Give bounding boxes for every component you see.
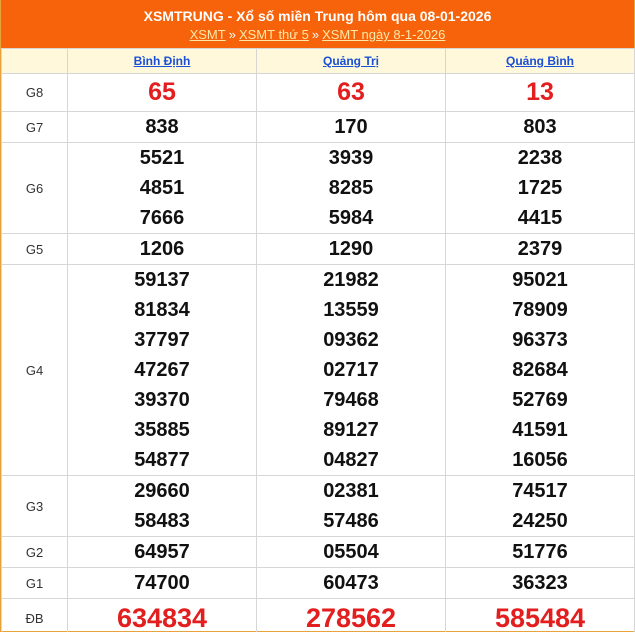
- prize-cell: [257, 143, 446, 234]
- prize-number: 36323: [512, 572, 568, 594]
- breadcrumb-xsmt-date-link[interactable]: XSMT ngày 8-1-2026: [322, 27, 446, 42]
- prize-number: 16056: [512, 449, 568, 471]
- prize-cell: [446, 537, 635, 568]
- prize-number: 29660: [134, 480, 190, 502]
- province-cell: [257, 49, 446, 74]
- prize-number: 39370: [134, 389, 190, 411]
- prize-row-db: [2, 599, 635, 632]
- prize-cell: [68, 265, 257, 476]
- prize-cell: [257, 112, 446, 143]
- prize-number: 1206: [139, 238, 185, 260]
- province-link-quang-tri[interactable]: Quảng Trị: [322, 54, 379, 68]
- prize-number: 78909: [512, 299, 568, 321]
- prize-cell: [257, 568, 446, 599]
- prize-label: G4: [2, 265, 68, 476]
- prize-number: 74517: [512, 480, 568, 502]
- prize-row-g6: [2, 143, 635, 234]
- prize-number: 51776: [512, 541, 568, 563]
- prize-number: 65: [148, 78, 176, 106]
- prize-number: 803: [523, 116, 557, 138]
- prize-number: 41591: [512, 419, 568, 441]
- prize-label: G7: [2, 112, 68, 143]
- prize-cell: [446, 476, 635, 537]
- prize-cell: [257, 265, 446, 476]
- prize-label: G3: [2, 476, 68, 537]
- prize-number: 89127: [323, 419, 379, 441]
- prize-row-g1: [2, 568, 635, 599]
- prize-label: G6: [2, 143, 68, 234]
- prize-number: 05504: [323, 541, 379, 563]
- prize-number: 09362: [323, 329, 379, 351]
- prize-number: 278562: [305, 603, 397, 632]
- prize-number: 24250: [512, 510, 568, 532]
- province-link-binh-dinh[interactable]: Bình Định: [133, 54, 191, 68]
- prize-cell: [257, 599, 446, 632]
- prize-number: 13559: [323, 299, 379, 321]
- prize-rows: [2, 74, 635, 632]
- prize-number: 58483: [134, 510, 190, 532]
- results-header: [1, 0, 634, 48]
- prize-number: 59137: [134, 269, 190, 291]
- prize-number: 64957: [134, 541, 190, 563]
- prize-number: 634834: [116, 603, 208, 632]
- prize-cell: [68, 143, 257, 234]
- prize-row-g3: [2, 476, 635, 537]
- prize-number: 170: [334, 116, 368, 138]
- prize-number: 35885: [134, 419, 190, 441]
- province-cell: [68, 49, 257, 74]
- prize-cell: [257, 234, 446, 265]
- prize-number: 60473: [323, 572, 379, 594]
- prize-cell: [257, 476, 446, 537]
- prize-number: 79468: [323, 389, 379, 411]
- prize-cell: [68, 568, 257, 599]
- prize-cell: [68, 537, 257, 568]
- province-header-row: [2, 49, 635, 74]
- prize-number: 82684: [512, 359, 568, 381]
- prize-number: 02381: [323, 480, 379, 502]
- prize-label: G2: [2, 537, 68, 568]
- prize-cell: [68, 112, 257, 143]
- prize-cell: [446, 234, 635, 265]
- prize-label: G8: [2, 74, 68, 112]
- prize-number: 4415: [517, 207, 563, 229]
- prize-number: 4851: [139, 177, 185, 199]
- prize-number: 81834: [134, 299, 190, 321]
- prize-number: 2238: [517, 147, 563, 169]
- prize-number: 47267: [134, 359, 190, 381]
- prize-number: 63: [337, 78, 365, 106]
- prize-number: 21982: [323, 269, 379, 291]
- prize-number: 1290: [328, 238, 374, 260]
- prize-number: 13: [526, 78, 554, 106]
- page-title: XSMTRUNG - Xổ số miền Trung hôm qua 08-01-2026: [143, 8, 492, 24]
- corner-cell: [2, 49, 68, 74]
- prize-number: 5984: [328, 207, 374, 229]
- prize-number: 04827: [323, 449, 379, 471]
- prize-cell: [446, 74, 635, 112]
- prize-number: 02717: [323, 359, 379, 381]
- prize-number: 57486: [323, 510, 379, 532]
- prize-cell: [68, 74, 257, 112]
- breadcrumb-xsmt-link[interactable]: XSMT: [189, 27, 226, 42]
- prize-number: 95021: [512, 269, 568, 291]
- prize-row-g5: [2, 234, 635, 265]
- prize-cell: [446, 265, 635, 476]
- breadcrumb-separator: »: [228, 27, 236, 42]
- prize-number: 54877: [134, 449, 190, 471]
- prize-number: 96373: [512, 329, 568, 351]
- prize-cell: [68, 476, 257, 537]
- prize-row-g4: [2, 265, 635, 476]
- prize-cell: [257, 537, 446, 568]
- prize-number: 8285: [328, 177, 374, 199]
- breadcrumb: [1, 26, 634, 43]
- breadcrumb-separator: »: [311, 27, 320, 42]
- prize-cell: [68, 234, 257, 265]
- prize-cell: [446, 143, 635, 234]
- prize-number: 7666: [139, 207, 185, 229]
- prize-cell: [446, 568, 635, 599]
- prize-number: 1725: [517, 177, 563, 199]
- breadcrumb-xsmt-thu5-link[interactable]: XSMT thứ 5: [238, 27, 309, 42]
- prize-cell: [68, 599, 257, 632]
- prize-number: 838: [145, 116, 179, 138]
- province-cell: [446, 49, 635, 74]
- prize-number: 37797: [134, 329, 190, 351]
- province-link-quang-binh[interactable]: Quảng Bình: [506, 54, 574, 68]
- prize-number: 5521: [139, 147, 185, 169]
- results-table: [1, 48, 635, 632]
- prize-number: 585484: [494, 603, 586, 632]
- prize-row-g8: [2, 74, 635, 112]
- prize-cell: [446, 599, 635, 632]
- prize-row-g7: [2, 112, 635, 143]
- prize-label: G1: [2, 568, 68, 599]
- prize-number: 52769: [512, 389, 568, 411]
- prize-number: 3939: [328, 147, 374, 169]
- prize-label: G5: [2, 234, 68, 265]
- prize-cell: [446, 112, 635, 143]
- prize-row-g2: [2, 537, 635, 568]
- prize-cell: [257, 74, 446, 112]
- prize-number: 74700: [134, 572, 190, 594]
- prize-number: 2379: [517, 238, 563, 260]
- prize-label: ĐB: [2, 599, 68, 632]
